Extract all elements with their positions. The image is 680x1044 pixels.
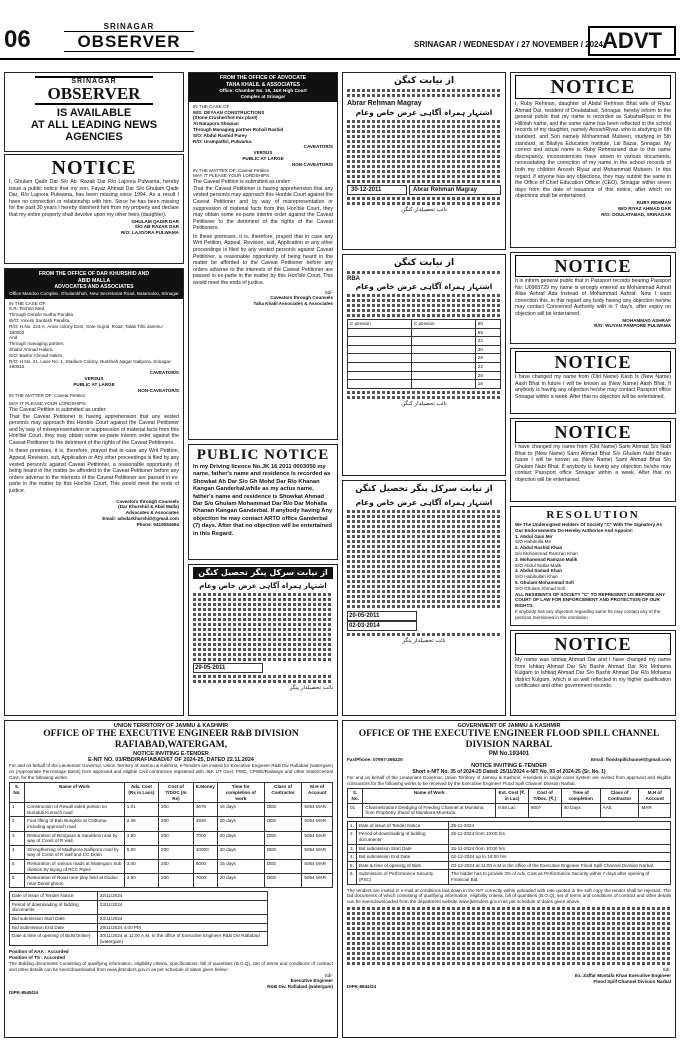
notice-nc1-body: I have changed my name from (Old Name) Kash Is (New Name) Aash Bhat in future I will be known as (New Name) Aash Bhat. If anybody is having any objection he/she may contact Passport office Srinagar within a week. After that no objection will be entertained. <box>515 374 671 400</box>
notice-title: NOTICE <box>51 157 137 179</box>
table-row: 32 <box>348 337 501 346</box>
urdu-right-date2: 02-03-2014 <box>347 621 417 631</box>
tender-left-gov: UNION TERRITORY OF JAMMU & KASHMIR <box>113 723 229 729</box>
caveat-body3: In these premises, it is, therefore, prayed that in case any Writ Petition, Appeal, Revision, suit, Application or Any other proceedings is filed by any vested person/s against Caveat Petitioner, a reasonable opportunity of being heard in the matter be afforded to the Caveat Petitioner before any orders adverse to the interests of the Caveat Petitioner are passed in ex-parte in the matter by this Hon'ble Court. This would meet the ends of justice. <box>9 448 179 495</box>
urdu-mid-heading: اشتہار ہمراہ آگاہی عرض خاص وعام <box>355 282 493 291</box>
urdu-top-name2: Abrar Rehman Magray <box>409 185 501 195</box>
caveat-sig3: Advocates & Associates <box>125 510 179 516</box>
caveat2-sig3: Taha Khalil Associates & Associates <box>253 301 333 307</box>
caveat-p9: R/O: H.No. 21, Lane No. 1, Stadium Colony, Budshah Nagar Natipora, Srinagar-190015 <box>9 358 173 370</box>
urdu-mid-title: از نیابت کنگن <box>393 258 455 268</box>
caveat-p2: Through Dimple Sudhu Pandita <box>9 312 74 318</box>
tender-right-email: Email: floodspillchannel@gmail.com <box>590 757 671 762</box>
table-row: 2. Period of downloading of bidding documents 25-11-2024 from 10:00 hrs <box>348 830 671 844</box>
caveat-sig2: (Dar Khurshid & Abid Malla) <box>118 504 179 510</box>
notice-missing-son <box>4 154 184 264</box>
urdu-left-date: 29-05-2011 <box>193 663 263 673</box>
urdu-top-heading: اشتہار ہمراہ آگاہی عرض خاص وعام <box>355 108 493 117</box>
tender-right-foot: The tenders are invited in e-mail at conditions laid down in the NIT correctly within uploaded with rate quoted in the soft copy the tender shall be rejected. The bid documents of which consisting of qualifying information, eligibility criteria, bill of quantities (B.O.Q), set of terms and conditions of contract and other details can be seen/downloaded from the department website www.jktenders.gov.in as per schedule of dates given above. <box>347 887 671 905</box>
tender-left-dates <box>9 891 268 946</box>
table-row: 28 <box>348 354 501 363</box>
caveat-sig4: Email: advdarkhurshid@gmail.com <box>102 516 179 522</box>
table-row: 5 Restoration of various roads at Watergam Sub division by laying of RCC Pipes 3.00 200 6000 15 days DEE 5054 MAR <box>10 859 333 873</box>
urdu-right-sig: نائب تحصیلدار پنگر <box>402 638 446 644</box>
resolution-name-9: S/O Ghulam Ahmad Sofi <box>515 585 566 591</box>
caveat-body1: The Caveat Petition is submitted as under: <box>9 406 107 413</box>
caveat2-case: IN THE CASE OF: <box>193 103 231 109</box>
caveat2-body3: In these premises, it is, therefore, prayed that in case any Writ Petition, Appeal, Revision, suit, Application or any other proceedings is filed by any vested person/s against Caveat Petitioner, a reasonable opportunity of being heard in the matter be afforded to the Caveat Petitioner before any orders adverse to the interests of the Caveat Petitioner are passed in ex-parte in the matter by this Hon'ble Court. This would meet the ends of justice. <box>193 233 333 287</box>
tender-left-sig1: Sd/- <box>324 972 333 978</box>
page-number: 06 <box>4 26 31 53</box>
caveat2-body1: The Caveat Petition is submitted as under: <box>193 179 291 186</box>
notice-ishtiaq-title: NOTICE <box>515 633 671 655</box>
table-row: 2 Foot lifting of Bab Bunglow at Chittuma including approach road 2.46 200 4920 20 days DEE 5054 MAR <box>10 817 333 831</box>
notice-name-change-1 <box>510 348 676 414</box>
urdu-notice-kangan-mid <box>342 254 506 476</box>
tender-right-sig2: Ex. Zaffar Mustafa Khan Executive Engineer <box>575 972 671 978</box>
resolution-line3: If anybody has any objection regarding same he may contact any of the persons mentioned in the resolution <box>515 608 661 620</box>
caveat-body2: That the Caveat Petitioner is having apprehension that any vested person/s may approach this Honble Court against the Caveat Petitioner and by way of misrepresentation or suppression of material facts from this Hon'ble Court, they may obtain some ex-parte interim order against the Caveat Petitioner to the detriment of the rights of the Caveat Petitioners. <box>9 413 179 446</box>
urdu-left-heading: اشتہار ہمراہ آگاہی عرض خاص وعام <box>199 582 327 590</box>
tender-left-code: DIPK-8549/24 <box>9 990 39 996</box>
urdu-mid-code: RBA <box>347 276 360 282</box>
urdu-right-date1: 20-05-2011 <box>347 611 417 621</box>
notice-sig1: GHULAM QADIR DAR <box>131 218 179 224</box>
tender-right-nit: Short e-NIT No. 35 of 2024-25 Dated: 25/11/2024 e-NIT No. 93 of 2024-25 (Sr. No. 1) <box>412 768 606 775</box>
urdu-left-title: از نیابت سرکل پنگر تحصیل کنگن <box>193 567 333 579</box>
notice-sig2: S/O AB RAZAK DAR <box>134 224 179 230</box>
caveat2-sig2: Caveators through Counsels <box>270 295 333 301</box>
resolution-name-7: S/O Habibullah Khan <box>515 574 558 580</box>
caveat-may: MAY IT PLEASE YOUR LORDSHIPS: <box>9 401 87 407</box>
promo-line1: IS AVAILABLE <box>56 107 132 119</box>
caveat-public: PUBLIC AT LARGE <box>73 381 115 387</box>
dateline: SRINAGAR / WEDNESDAY / 27 NOVEMBER / 2024 <box>414 40 603 49</box>
tender-left-table: S. No. Name of Work Adv. Cost (Rs in Lacs) Cost of T/DOC (In Rs) E.Money Time for completion of work Class of Contractor M.H of Account 1 Construction of Rewall sided portion on Buruduli Kumoch road 1.01 200 3670 15 days DEE 5054 MAR 2 Foot lifting of Bab Bunglow at Chittuma including approach road 2.46 200 4920 20 days DEE 5054 MAR 3 Restoration of Bongwan & Sanddovi road by way of Const of R wall, 3.50 200 7000 20 days DEE 5054 MAR 4 Strengthening of Madhpora Nallipora road by way of Const of R wall and CC Drain 5.00 200 10000 20 days DEE 5054 MAR 5 Restoration of various roads at Watergam Sub division by laying of RCC Pipes 3.00 200 6000 15 days DEE 5054 MAR 6 Restoration of Road near play field at Dudoo near Dorali ghoon 3.50 200 7000 20 days DEE 5054 MAR <box>9 782 333 888</box>
table-row: 22 <box>348 362 501 371</box>
caveat-head2: ABID MALLA <box>77 277 111 284</box>
tender-left-sig2: Executive Engineer <box>290 978 333 984</box>
caveat2-sig1: Sd/- <box>324 289 333 295</box>
table-row: Bid submission Start Date 23/11/2024 <box>10 915 268 924</box>
tender-left-nit: E-NIT NO. 03/RBD/RAFIABAD/67 OF 2024-25, DATED 22.11.2024 <box>88 757 254 763</box>
tender-right-sig1: Sd/- <box>662 966 671 972</box>
notice-ruby-sig1: RUBY REHMAN <box>636 199 671 205</box>
caveat-head3: ADVOCATES AND ASSOCIATES <box>54 284 134 291</box>
urdu-mid-th1: C pension <box>348 320 412 329</box>
table-row: 01 Channelization/ Dredging of Feeding Channel at Mumkina from Prophetry Jhand of Mumkura Mumkula. 9.60 Lac 900/- 40 Days AAE MAR <box>348 803 671 817</box>
urdu-top-date: 30-12-2011 <box>347 185 407 195</box>
page-header <box>0 0 680 60</box>
urdu-mid-sig: نائب تحصیلدار کنگن <box>401 400 447 407</box>
tender-right-dates <box>347 821 671 885</box>
caveat2-head2: TAHA KHALIL & ASSOCIATES <box>226 81 300 88</box>
tender-right-sig3: Flood Spill Channel Division Narbal <box>593 978 671 984</box>
resolution-line2: ALL RESIDENTS OF SOCIETY "C" TO REPRESENT US BEFORE ANY COURT OF LAW FOR ENFORCEMENT AND PROTECTION OF OUR RIGHTS. <box>515 591 666 609</box>
caveat-p8: S/O: Bashir Ahmad Hakim, <box>9 352 64 358</box>
notice-ruby-sig3: R/O: DOULATABAD, SRINAGAR <box>601 211 671 217</box>
table-row: 3. Bid submission Start Date 25-11-2024 from 10:00 hrs <box>348 844 671 853</box>
notice-ashraf-title: NOTICE <box>515 255 671 277</box>
promo-logo-main: OBSERVER <box>47 84 141 103</box>
caveat-taha-khalil <box>188 72 338 440</box>
resolution-box <box>510 506 676 626</box>
resolution-name-2: 2. Abdul Rashid Khan <box>515 545 563 551</box>
caveat-dar-khurshid <box>4 268 184 716</box>
caveat2-p2: (Stone Crusher/hot mix plant) <box>193 115 258 121</box>
caveat-sig1: Caveators through Counsels <box>116 498 179 504</box>
table-row: 28 <box>348 371 501 380</box>
table-row: Date & time of opening of Bids(Online) 30/11/2024 at 11:00 A.M. In the office of Executive Engineer R&B Div Rafiabad (watergam) <box>10 932 268 946</box>
promo-box <box>4 72 184 152</box>
caveat2-versus: VERSUS <box>253 150 273 156</box>
urdu-notice-pangar-left <box>188 564 338 716</box>
promo-line2: AT ALL LEADING NEWS <box>30 119 158 131</box>
table-row: Period of downloading of bidding documents 23/11/2024 <box>10 900 268 914</box>
notice-nc2-body: I have changed my name from (Old Name) Sami Ahmad S/o Nabi Bhat to (New Name) Sami Ahmad Bhat S/o Ghulam Nabi Bhatin future I will be known as (New Name) Sami Ahmad Bhat S/o Ghulam Nabi Bhat. If anybody is having any objection he/she may contact Passport office Srinagar within a week. After that no objection will be entertained. <box>515 444 671 483</box>
caveat2-role2: NON-CAVEATOR/S <box>291 161 333 167</box>
caveat-sig5: Phone: 9419054694 <box>136 521 179 527</box>
resolution-title: RESOLUTION <box>546 509 640 521</box>
tender-left-title: OFFICE OF THE EXECUTIVE ENGINEER R&B DIVISION RAFIABAD,WATERGAM, <box>43 729 299 750</box>
caveat2-body2: That the Caveat Petitioner is having apprehension that any vested person/s may approach this Honble Court against the Caveat Petitioner and by way of misrepresentation or suppression of material facts from this Hon'ble Court, they may obtain some ex-parte interim order against the Caveat Petitioner to the detriment of the rights of the Caveat Petitioners. <box>193 185 333 232</box>
resolution-name-0: 1. Abdul Gani Mir <box>515 533 553 539</box>
table-row: 6 Restoration of Road near play field at Dudoo near Dorali ghoon 3.50 200 7000 20 days DEE 5054 MAR <box>10 874 333 888</box>
caveat-head1: FROM THE OFFICE OF DAR KHURSHID AND <box>38 271 150 277</box>
caveat-p3: W/O: Vicess Santosh Pandita, <box>9 317 71 323</box>
caveat2-head4: Complex at Srinagar <box>240 93 286 99</box>
logo-top: SRINAGAR <box>103 22 155 31</box>
tender-left-sig3: R&B Div. Rafiabad (watergam) <box>267 984 333 990</box>
table-row: 4. Bid submission End Date 02-12-2024 up to 16:00 hrs <box>348 853 671 862</box>
notice-sig3: R/O: LAJOORA PULWAMA <box>120 230 179 236</box>
section-badge: ADVT <box>588 26 676 56</box>
notice-nc2-title: NOTICE <box>515 421 671 443</box>
caveat2-public: PUBLIC AT LARGE <box>242 155 284 161</box>
tender-rb-rafiabad <box>4 720 338 1038</box>
urdu-right-title: از نیابت سرکل پنگر تحصیل کنگن <box>355 484 493 494</box>
notice-ashraf-body: It is inform general public that in Passport records bearing Passport No: U0965729 my name is wrongly entered as Mohammad Ashraf Alias Ashraf Ada instead of Mohammad Ashraf. Now I want correction this, in this regard any body having any objection he/she may contact Concerned Authority with in 7 day's, after expiry no objection will be entertained. <box>515 278 671 317</box>
table-row: 3 Restoration of Bongwan & Sanddovi road by way of Const of R wall, 3.50 200 7000 20 days DEE 5054 MAR <box>10 831 333 845</box>
tender-right-title: OFFICE OF THE EXECUTIVE ENGINEER FLOOD SPILL CHANNEL DIVISION NARBAL <box>358 729 660 750</box>
resolution-line1: We The Undersigned Holders Of Society "C" With The Signatory As Our Endorsements Do Hereby Authorise And Appoint: <box>515 522 662 533</box>
resolution-name-1: S/O Habibulla Mir <box>515 539 551 545</box>
caveat2-p4: Through Managing partner Rohail Rashid <box>193 126 284 132</box>
notice-ruby-rehman <box>510 72 676 248</box>
notice-nc1-title: NOTICE <box>515 351 671 373</box>
resolution-name-6: 4. Abdul Samad Khan <box>515 568 563 574</box>
public-notice-box <box>188 444 338 560</box>
resolution-name-3: S/o Mohammad Ramzan Khan <box>515 550 578 556</box>
tender-right-code: DIPK-8644/24 <box>347 984 377 990</box>
promo-line3: AGENCIES <box>65 131 123 143</box>
urdu-top-name: Abrar Rehman Magray <box>347 100 422 107</box>
caveat2-matter: IN THE MATTER OF: Caveat Petition <box>193 167 270 173</box>
table-row: 6. Submission of Performance Security (PSC) The bidder has to provide 3% of Adv. Cost as Performance Security within 7 days after opening of Financial Bid. <box>348 870 671 884</box>
tender-right-pm: PM No.193401 <box>488 751 530 757</box>
table-row: Bid Submission End Date 29/11/2024 4:00 PM <box>10 923 268 932</box>
caveat-matter: IN THE MATTER OF: Caveat Petition <box>9 393 86 399</box>
table-row: 5. Date & time of opening of Bids 03-12-2024 at 11:00 A.M in the office of the Executive Engineer Flood Spill Channel Division Narbal. <box>348 861 671 870</box>
urdu-right-heading: اشتہار ہمراہ آگاہی عرض خاص وعام <box>355 498 493 507</box>
caveat-p6: Through managing partner, <box>9 341 65 347</box>
caveat-role1: CAVEATOR/S <box>149 370 179 376</box>
tender-flood-spill-narbal <box>342 720 676 1038</box>
table-row: 30 <box>348 345 501 354</box>
notice-ishtiaq-body: My name was Ishtiaq Ahmad Dar and I have changed my name from Ishtiaq Ahmad Dar S/o Bashir Ahmad Dar R/o Mohama Kulgam to Ishtiaq Ahmad Dar S/o Bashir Ahmad Dar R/o Mohama district Kulgam, which is as well reflected in my higher qualification certificates and other government records. <box>515 657 671 690</box>
table-row: 1. Date of issue of Tender Notice 25-11-2024 <box>348 821 671 830</box>
notice-name-change-2 <box>510 418 676 502</box>
caveat2-p3: At Narapora Shopian <box>193 121 239 127</box>
tender-right-sub: NOTICE INVITING E-TENDER <box>471 762 547 769</box>
caveat-role2: NON-CAVEATOR/S <box>137 387 179 393</box>
notice-ruby-title: NOTICE <box>515 75 671 99</box>
logo-main: OBSERVER <box>64 31 194 52</box>
caveat2-head3: Office: Chamber No. 16, J&K High Court <box>219 88 307 94</box>
tender-left-foot: The Bidding documents Consisting of qualifying information, eligibility criteria, specifications, bill of quantities (B.O.Q), Set of terms and conditions of contract and other details can be seen/downloaded from www.jktenders.gov.in as per schedule of dates given below:- <box>9 961 333 972</box>
notice-ashraf-sig2: R/O: WUYAN PAMPORE PULWAMA <box>594 323 671 329</box>
notice-mohammad-ashraf <box>510 252 676 344</box>
urdu-notice-kangan-top <box>342 72 506 250</box>
caveat-versus: VERSUS <box>84 375 104 381</box>
tender-right-gov: GOVERNMENT OF JAMMU & KASHMIR <box>457 723 561 729</box>
urdu-mid-th2: C pension <box>411 320 475 329</box>
caveat2-p6: R/O: Urampathri, Pulwama. <box>193 138 253 144</box>
caveat-p1: S.R. Techno Med. <box>9 306 46 312</box>
tender-right-table: S. No. Name of Work Est. Cost (₹. in Lac) Cost of T/Doc. (₹.) Time of completion Class of Contractor M.H of Account 01 Channelization/ Dredging of Feeding Channel at Mumkina from Prophetry Jhand of Mumkura Mumkula. 9.60 Lac 900/- 40 Days AAE MAR <box>347 788 671 817</box>
table-row: 4 Strengthening of Madhpora Nallipora road by way of Const of R wall and CC Drain 5.00 200 10000 20 days DEE 5054 MAR <box>10 845 333 859</box>
notice-ruby-sig2: W/O RIYAZ AHMAD DAR <box>617 205 671 211</box>
resolution-name-4: 3. Mohammad Ramzan Malik <box>515 556 578 562</box>
notice-ruby-body: I, Ruby Rehman, daughter of Abdul Rehman Bhat wife of Riyaz Ahmad Dar, resident of Doulatabad, Srinagar, hereby inform to the general public that my name is recorded as SabahaRiyaz in the Hilloiah name, and the same name has been reflected in the school records of my daughter, namely ArooshRiyaz, who is studying in 6th standard, and Son namely Mohammad Mubeen, studying in 5th standard, at Bilaliya Education Institute, Lal Bazar, Srinagar. My correct and actual name is Ruby Rehmanand due to this name discrepancy, inconsistencies have arisen in various documents, necessitating the correction of my name in the school records of both my children Aroosh Riyaz and Mohammad Mubeen. In this regard, if anyone has any objections, they may submit the same in the Office of Chief Education Officer (CEO), Srinagar within seven days from the date of issuance of this notice, after which no objections shall be entertained. <box>515 101 671 200</box>
caveat-p5: And <box>9 335 18 341</box>
urdu-top-sig: نائب تحصیلدار کنگن <box>401 207 447 213</box>
tender-left-p1: Position of AAA : Accorded <box>9 949 69 955</box>
urdu-top-title: از نیابت کنگن <box>393 76 455 86</box>
public-notice-body: In my Driving licence No.JK 16 2011 0003050 my name, father's name and residence is recorded as Showkat Ah Dar S/o Gh Mohd Dar R/o Khanan Kangan Ganderbal,while as my actus name, father's name and residence is Showkat Ahmad Dar S/o Ghulam Mohammad Dar R/o Dar Mohalla Khanan Kangan Ganderbal. If anybody having Any objection he may contact ARTO office Ganderbal (7) days. After that no objection will be entertained in this Regard. <box>193 464 333 537</box>
caveat2-may: MAY IT PLEASE YOUR LORDSHIPS: <box>193 173 271 179</box>
caveat2-head1: FROM THE OFFICE OF ADVOCATE <box>219 75 307 81</box>
caveat-case: IN THE CASE OF: <box>9 300 47 306</box>
promo-logo-top: SRINAGAR <box>71 78 117 85</box>
notice-body: I, Ghulam Qadir Dar S/o Ab. Razak Dar R/o Lajoora Pulwama, hereby issue a public notice that my son, Fayaz Ahmad Dar S/o Ghulam Qadir Dar, R/o Lajoora Pulwama, has been missing since 1994. As a result I have no connection or relationship with him. Since he has been missing for the past 30 years I hereby disinherit him from my property and declare that my entire property shall devolve upon my other heirs (daughter). <box>9 179 179 218</box>
caveat-p4: R/O: H.No. 224-A, Amar colony Extn, Gole Gujral, Road, Talab Tillo Jammu- 180002 <box>9 323 164 335</box>
urdu-mid-table <box>347 319 501 389</box>
public-notice-title: PUBLIC NOTICE <box>196 447 330 463</box>
table-row: 55 <box>348 328 501 337</box>
caveat-p7: Shabir Ahmad Hakim, <box>9 346 54 352</box>
resolution-name-8: 5. Ghulam Mohammad Sofi <box>515 579 574 585</box>
urdu-mid-th3: 60 <box>475 320 500 329</box>
resolution-name-5: S/O Abdul Sattar Malik <box>515 562 562 568</box>
notice-ishtiaq <box>510 630 676 716</box>
masthead-logo <box>64 22 194 52</box>
tender-right-fax: Fax/Phone: 07957-266225 <box>347 757 403 762</box>
table-row: 1 Construction of Rewall sided portion on Buruduli Kumoch road 1.01 200 3670 15 days DEE 5054 MAR <box>10 803 333 817</box>
tender-left-p2: Position of TS : Accorded <box>9 955 65 961</box>
table-row: Date of issue of Tender Notice 22/11/2024 <box>10 892 268 901</box>
urdu-notice-pangar-right <box>342 480 506 716</box>
caveat-head4: Office Mandoo Complex, Ghulamkhah, New Secretariat Road, Batamaloo, Srinagar <box>9 290 179 296</box>
urdu-left-sig: نائب تحصیلدار پنگر <box>289 685 333 691</box>
notice-ashraf-sig1: MOHAMMAD ASHRAF <box>622 317 671 323</box>
caveat2-p5: S/O: Abdul Rashid Parey <box>193 132 247 138</box>
caveat2-role1: CAVEATOR/S <box>303 144 333 150</box>
table-row: 18 <box>348 380 501 389</box>
tender-left-intro: For and on behalf of the Lieutenant Governor, Union Territory of Jammu & Kashmir, e-Tenders are invited for Executive Engineer R&B Div Rafiabad (watergam) on (Appropriate Percentage Basis) from approved and eligible Civil contractors registered with J&K UT Govt, PWD, CPWD/Railways and other State/Central Govt, for the following works: <box>9 763 333 780</box>
caveat2-p1: M/S: DEYAAN CONSTRUCTIONS <box>193 109 265 115</box>
tender-left-sub: NOTICE INVITING E-TENDER <box>133 751 209 757</box>
tender-right-intro: For and on behalf of the Lieutenant Governor, Union Territory of Jammu & Kashmir, e-tenders in single cover system are invited from approved and eligible contractors for the following works to be received by the Executive Engineer Flood Spill Channel Division Narbal. <box>347 774 671 786</box>
